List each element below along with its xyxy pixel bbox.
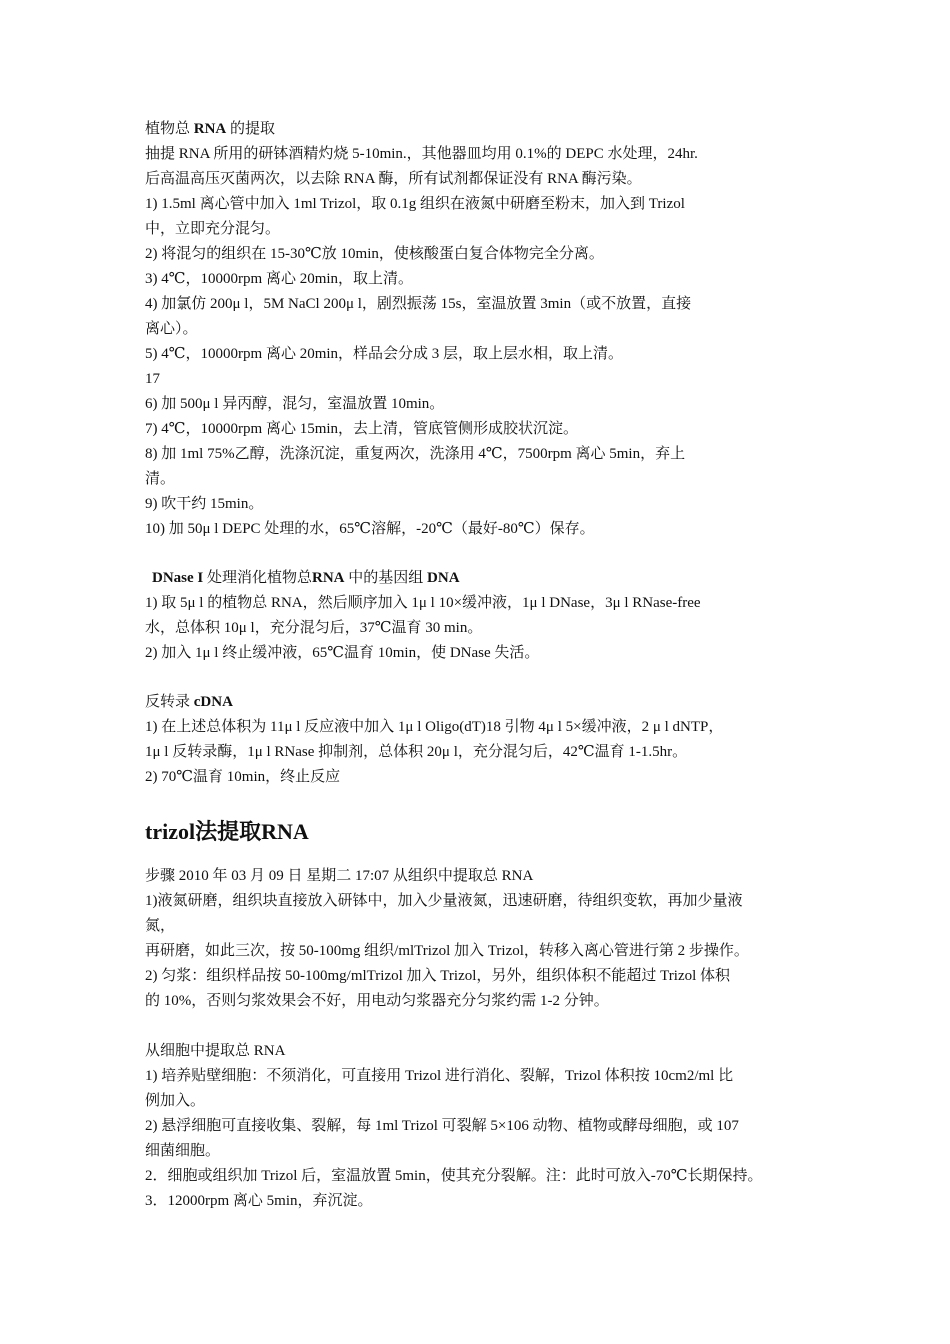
step-line: 的 10%，否则匀浆效果会不好，用电动匀浆器充分匀浆约需 1-2 分钟。: [145, 993, 609, 1009]
step-line: 9) 吹干约 15min。: [145, 496, 264, 512]
step-line: 2) 加入 1μ l 终止缓冲液，65℃温育 10min，使 DNase 失活。: [145, 645, 540, 661]
step-line: 5) 4℃，10000rpm 离心 20min，样品会分成 3 层，取上层水相，取上清。: [145, 346, 624, 362]
step-line: 2) 将混匀的组织在 15-30℃放 10min，使核酸蛋白复合体物完全分离。: [145, 246, 604, 262]
title-text: 中的基因组: [348, 570, 424, 586]
step-line: 水，总体积 10μ l，充分混匀后，37℃温育 30 min。: [145, 620, 483, 636]
step-line: 1) 培养贴壁细胞：不须消化，可直接用 Trizol 进行消化、裂解，Trizol 体积按 10cm2/ml 比: [145, 1068, 734, 1084]
step-line: 清。: [145, 471, 176, 487]
title-bold-text: DNase I: [152, 570, 204, 586]
step-line: 2．细胞或组织加 Trizol 后，室温放置 5min，使其充分裂解。注：此时可放入-70℃长期保持。: [145, 1168, 763, 1184]
title-bold-text: RNA: [312, 570, 345, 586]
step-line: 细菌细胞。: [145, 1143, 221, 1159]
title-text: 植物总: [145, 121, 191, 137]
title-text: 处理消化植物总: [207, 570, 313, 586]
title-text: 的提取: [230, 121, 276, 137]
step-line: 1)液氮研磨，组织块直接放入研钵中，加入少量液氮，迅速研磨，待组织变软，再加少量液: [145, 893, 743, 909]
paragraph-line: 步骤 2010 年 03 月 09 日 星期二 17:07 从组织中提取总 RNA: [145, 868, 534, 884]
page-number: 17: [145, 371, 160, 387]
main-heading: [145, 818, 309, 846]
step-line: 1) 1.5ml 离心管中加入 1ml Trizol，取 0.1g 组织在液氮中研磨至粉末，加入到 Trizol: [145, 196, 685, 212]
section-title-cdna: [145, 692, 233, 712]
title-bold-text: DNA: [427, 570, 460, 586]
heading-text: RNA: [261, 819, 309, 844]
step-line: 3．12000rpm 离心 5min，弃沉淀。: [145, 1193, 373, 1209]
paragraph-line: 后高温高压灭菌两次，以去除 RNA 酶，所有试剂都保证没有 RNA 酶污染。: [145, 171, 642, 187]
step-line: 8) 加 1ml 75%乙醇，洗涤沉淀，重复两次，洗涤用 4℃，7500rpm 离心 5min，弃上: [145, 446, 686, 462]
heading-text: trizol: [145, 819, 196, 844]
step-line: 离心）。: [145, 321, 198, 337]
section-title-plant-rna: [145, 119, 275, 139]
step-line: 例加入。: [145, 1093, 206, 1109]
step-line: 7) 4℃，10000rpm 离心 15min，去上清，管底管侧形成胶状沉淀。: [145, 421, 579, 437]
section-title-dnase: [152, 568, 460, 588]
step-line: 2) 悬浮细胞可直接收集、裂解，每 1ml Trizol 可裂解 5×106 动物、植物或酵母细胞，或 107: [145, 1118, 739, 1134]
title-bold-text: cDNA: [193, 694, 233, 710]
paragraph-line: 抽提 RNA 所用的研钵酒精灼烧 5-10min.，其他器皿均用 0.1%的 DEPC 水处理，24hr.: [145, 146, 698, 162]
step-line: 3) 4℃，10000rpm 离心 20min，取上清。: [145, 271, 414, 287]
title-bold-text: RNA: [193, 121, 227, 137]
heading-text: 法提取: [195, 819, 262, 844]
step-line: 1μ l 反转录酶，1μ l RNase 抑制剂，总体积 20μ l，充分混匀后，42℃温育 1-1.5hr。: [145, 744, 688, 760]
step-line: 1) 在上述总体积为 11μ l 反应液中加入 1μ l Oligo(dT)18 引物 4μ l 5×缓冲液，2 μ l dNTP，: [145, 719, 724, 735]
step-line: 再研磨，如此三次，按 50-100mg 组织/mlTrizol 加入 Trizol，转移入离心管进行第 2 步操作。: [145, 943, 749, 959]
step-line: 2) 70℃温育 10min，终止反应: [145, 769, 341, 785]
step-line: 1) 取 5μ l 的植物总 RNA，然后顺序加入 1μ l 10×缓冲液，1μ l DNase，3μ l RNase-free: [145, 595, 701, 611]
step-line: 4) 加氯仿 200μ l，5M NaCl 200μ l，剧烈振荡 15s，室温放置 3min（或不放置，直接: [145, 296, 692, 312]
step-line: 10) 加 50μ l DEPC 处理的水，65℃溶解，-20℃（最好-80℃）保存。: [145, 521, 595, 537]
step-line: 2) 匀浆：组织样品按 50-100mg/mlTrizol 加入 Trizol，另外，组织体积不能超过 Trizol 体积: [145, 968, 731, 984]
title-text: 反转录: [145, 694, 191, 710]
step-line: 6) 加 500μ l 异丙醇，混匀，室温放置 10min。: [145, 396, 445, 412]
step-line: 氮，: [145, 918, 176, 934]
section-title-cells: 从细胞中提取总 RNA: [145, 1043, 286, 1059]
step-line: 中，立即充分混匀。: [145, 221, 281, 237]
